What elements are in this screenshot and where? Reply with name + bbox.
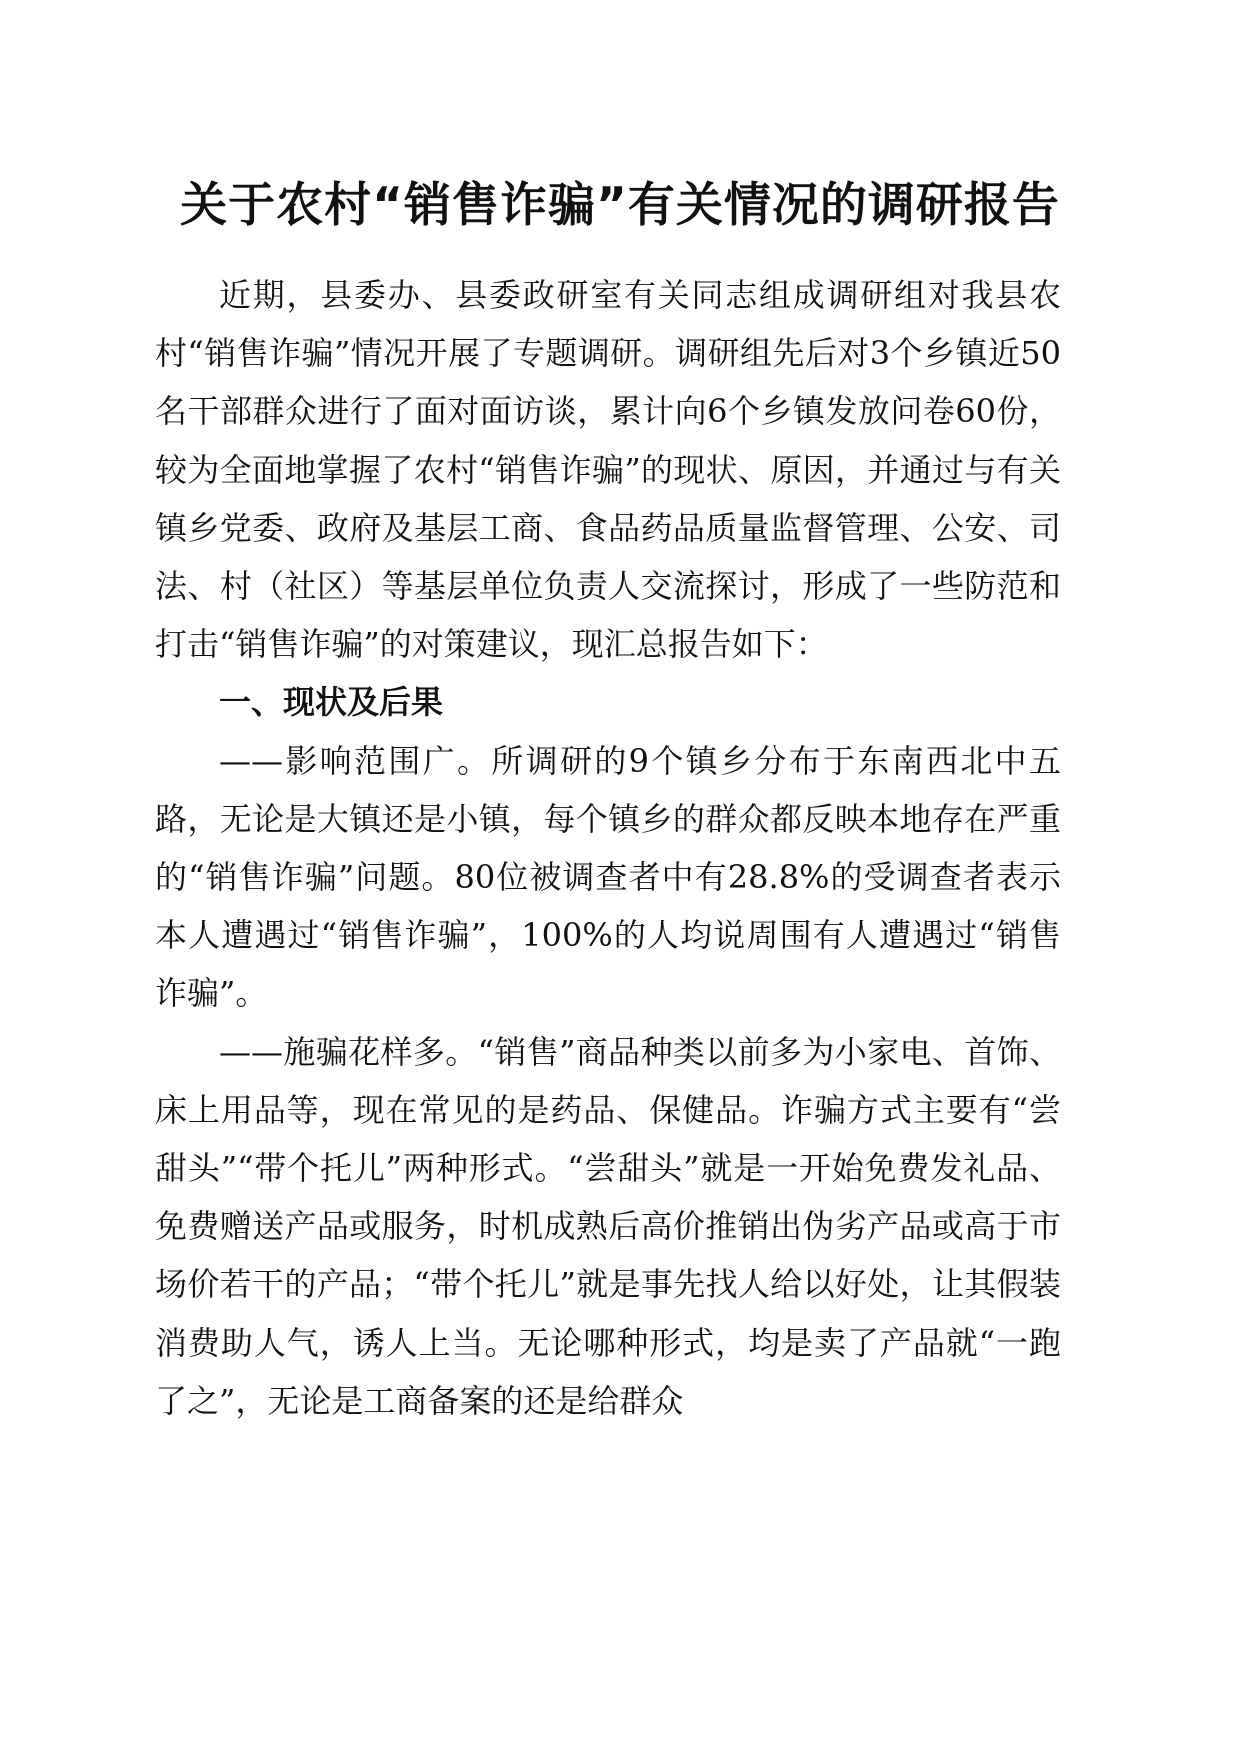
intro-paragraph: 近期，县委办、县委政研室有关同志组成调研组对我县农村“销售诈骗”情况开展了专题调研。调研组先后对3个乡镇近50名干部群众进行了面对面访谈，累计向6个乡镇发放问卷60份，较为全面地掌握了农村“销售诈骗”的现状、原因，并通过与有关镇乡党委、政府及基层工商、食品药品质量监督管理、公安、司法、村（社区）等基层单位负责人交流探讨，形成了一些防范和打击“销售诈骗”的对策建议，现汇总报告如下： — [155, 276, 1061, 664]
impact-paragraph: ——影响范围广。所调研的9个镇乡分布于东南西北中五路，无论是大镇还是小镇，每个镇乡的群众都反映本地存在严重的“销售诈骗”问题。80位被调查者中有28.8%的受调查者表示本人遭遇过“销售诈骗”，100%的人均说周围有人遭遇过“销售诈骗”。 — [155, 741, 1061, 1013]
section-heading: 一、现状及后果 — [219, 683, 444, 722]
document-title: 关于农村“销售诈骗”有关情况的调研报告 — [180, 178, 1060, 233]
document-body — [155, 266, 1061, 1430]
fraud-methods-paragraph: ——施骗花样多。“销售”商品种类以前多为小家电、首饰、床上用品等，现在常见的是药品、保健品。诈骗方式主要有“尝甜头”“带个托儿”两种形式。“尝甜头”就是一开始免费发礼品、免费赠送产品或服务，时机成熟后高价推销出伪劣产品或高于市场价若干的产品；“带个托儿”就是事先找人给以好处，让其假装消费助人气，诱人上当。无论哪种形式，均是卖了产品就“一跑了之”，无论是工商备案的还是给群众 — [155, 1032, 1061, 1420]
